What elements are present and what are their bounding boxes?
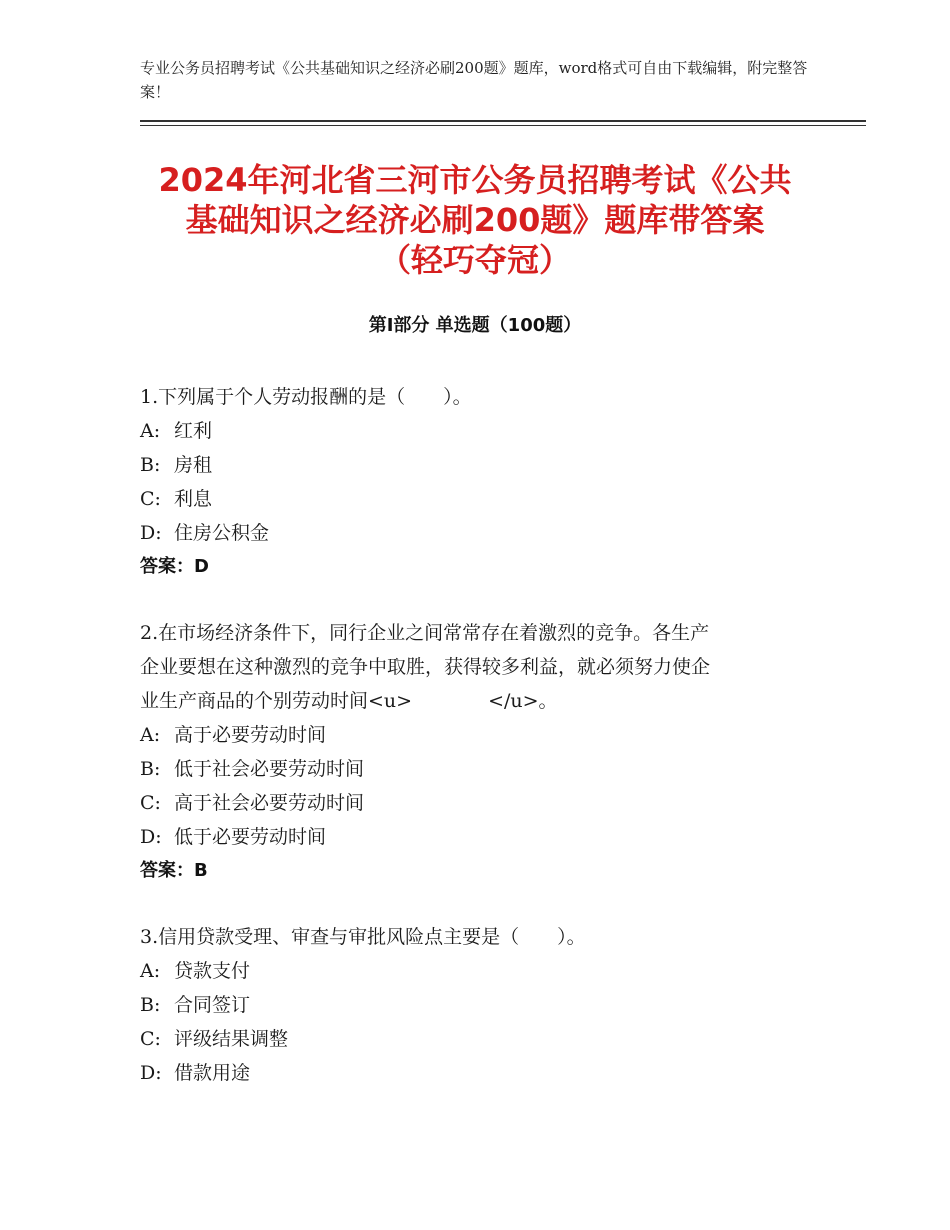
option-b (140, 752, 820, 786)
question-stem (140, 920, 820, 954)
section-title: 第Ⅰ部分 单选题（100题） (368, 315, 582, 336)
option-c (140, 482, 820, 516)
option-letter: C: (140, 792, 161, 814)
option-text: 贷款支付 (174, 960, 251, 982)
option-b (140, 988, 820, 1022)
option-c (140, 1022, 820, 1056)
title-line: （轻巧夺冠） (378, 241, 571, 279)
option-letter: D: (140, 1062, 162, 1084)
question-stem (140, 380, 820, 414)
option-text: 借款用途 (174, 1062, 251, 1084)
option-text: 高于社会必要劳动时间 (174, 792, 365, 814)
option-letter: C: (140, 488, 161, 510)
option-text: 高于必要劳动时间 (174, 724, 327, 746)
option-a (140, 954, 820, 988)
option-letter: A: (140, 420, 161, 442)
option-letter: C: (140, 1028, 161, 1050)
option-d (140, 820, 820, 854)
document-title (120, 160, 830, 280)
stem-line: 2.在市场经济条件下，同行企业之间常常存在着激烈的竞争。各生产 (140, 622, 710, 644)
option-letter: D: (140, 826, 162, 848)
option-text: 合同签订 (174, 994, 251, 1016)
option-letter: B: (140, 994, 161, 1016)
answer-prefix: 答案： (140, 860, 194, 881)
question-stem (140, 616, 820, 718)
title-line: 基础知识之经济必刷200题》题库带答案 (185, 201, 765, 239)
option-letter: B: (140, 758, 161, 780)
header-note: 专业公务员招聘考试《公共基础知识之经济必刷200题》题库，word格式可自由下载编辑，附完整答案！ (140, 59, 808, 101)
stem-line: 业生产商品的个别劳动时间<u> </u>。 (140, 690, 558, 712)
stem-line: 3.信用贷款受理、审查与审批风险点主要是（ ）。 (140, 926, 586, 948)
answer-prefix: 答案： (140, 556, 194, 577)
question-3 (140, 920, 820, 1090)
question-2 (140, 616, 820, 888)
stem-line: 1.下列属于个人劳动报酬的是（ ）。 (140, 386, 472, 408)
header-divider-thin (140, 125, 866, 126)
option-a (140, 414, 820, 448)
header-divider-thick (140, 120, 866, 122)
option-text: 低于必要劳动时间 (174, 826, 327, 848)
title-line: 2024年河北省三河市公务员招聘考试《公共 (158, 161, 792, 199)
question-1 (140, 380, 820, 584)
option-text: 红利 (174, 420, 213, 442)
option-text: 低于社会必要劳动时间 (174, 758, 365, 780)
option-d (140, 1056, 820, 1090)
stem-line: 企业要想在这种激烈的竞争中取胜，获得较多利益，就必须努力使企 (140, 656, 711, 678)
option-d (140, 516, 820, 550)
option-b (140, 448, 820, 482)
option-letter: A: (140, 960, 161, 982)
option-text: 住房公积金 (174, 522, 270, 544)
answer-line (140, 854, 820, 888)
question-list (140, 380, 820, 1122)
option-a (140, 718, 820, 752)
option-letter: A: (140, 724, 161, 746)
option-letter: D: (140, 522, 162, 544)
option-text: 房租 (174, 454, 213, 476)
option-text: 评级结果调整 (174, 1028, 289, 1050)
answer-value: B (194, 860, 208, 881)
option-letter: B: (140, 454, 161, 476)
answer-line (140, 550, 820, 584)
option-text: 利息 (174, 488, 213, 510)
answer-value: D (194, 556, 209, 577)
option-c (140, 786, 820, 820)
